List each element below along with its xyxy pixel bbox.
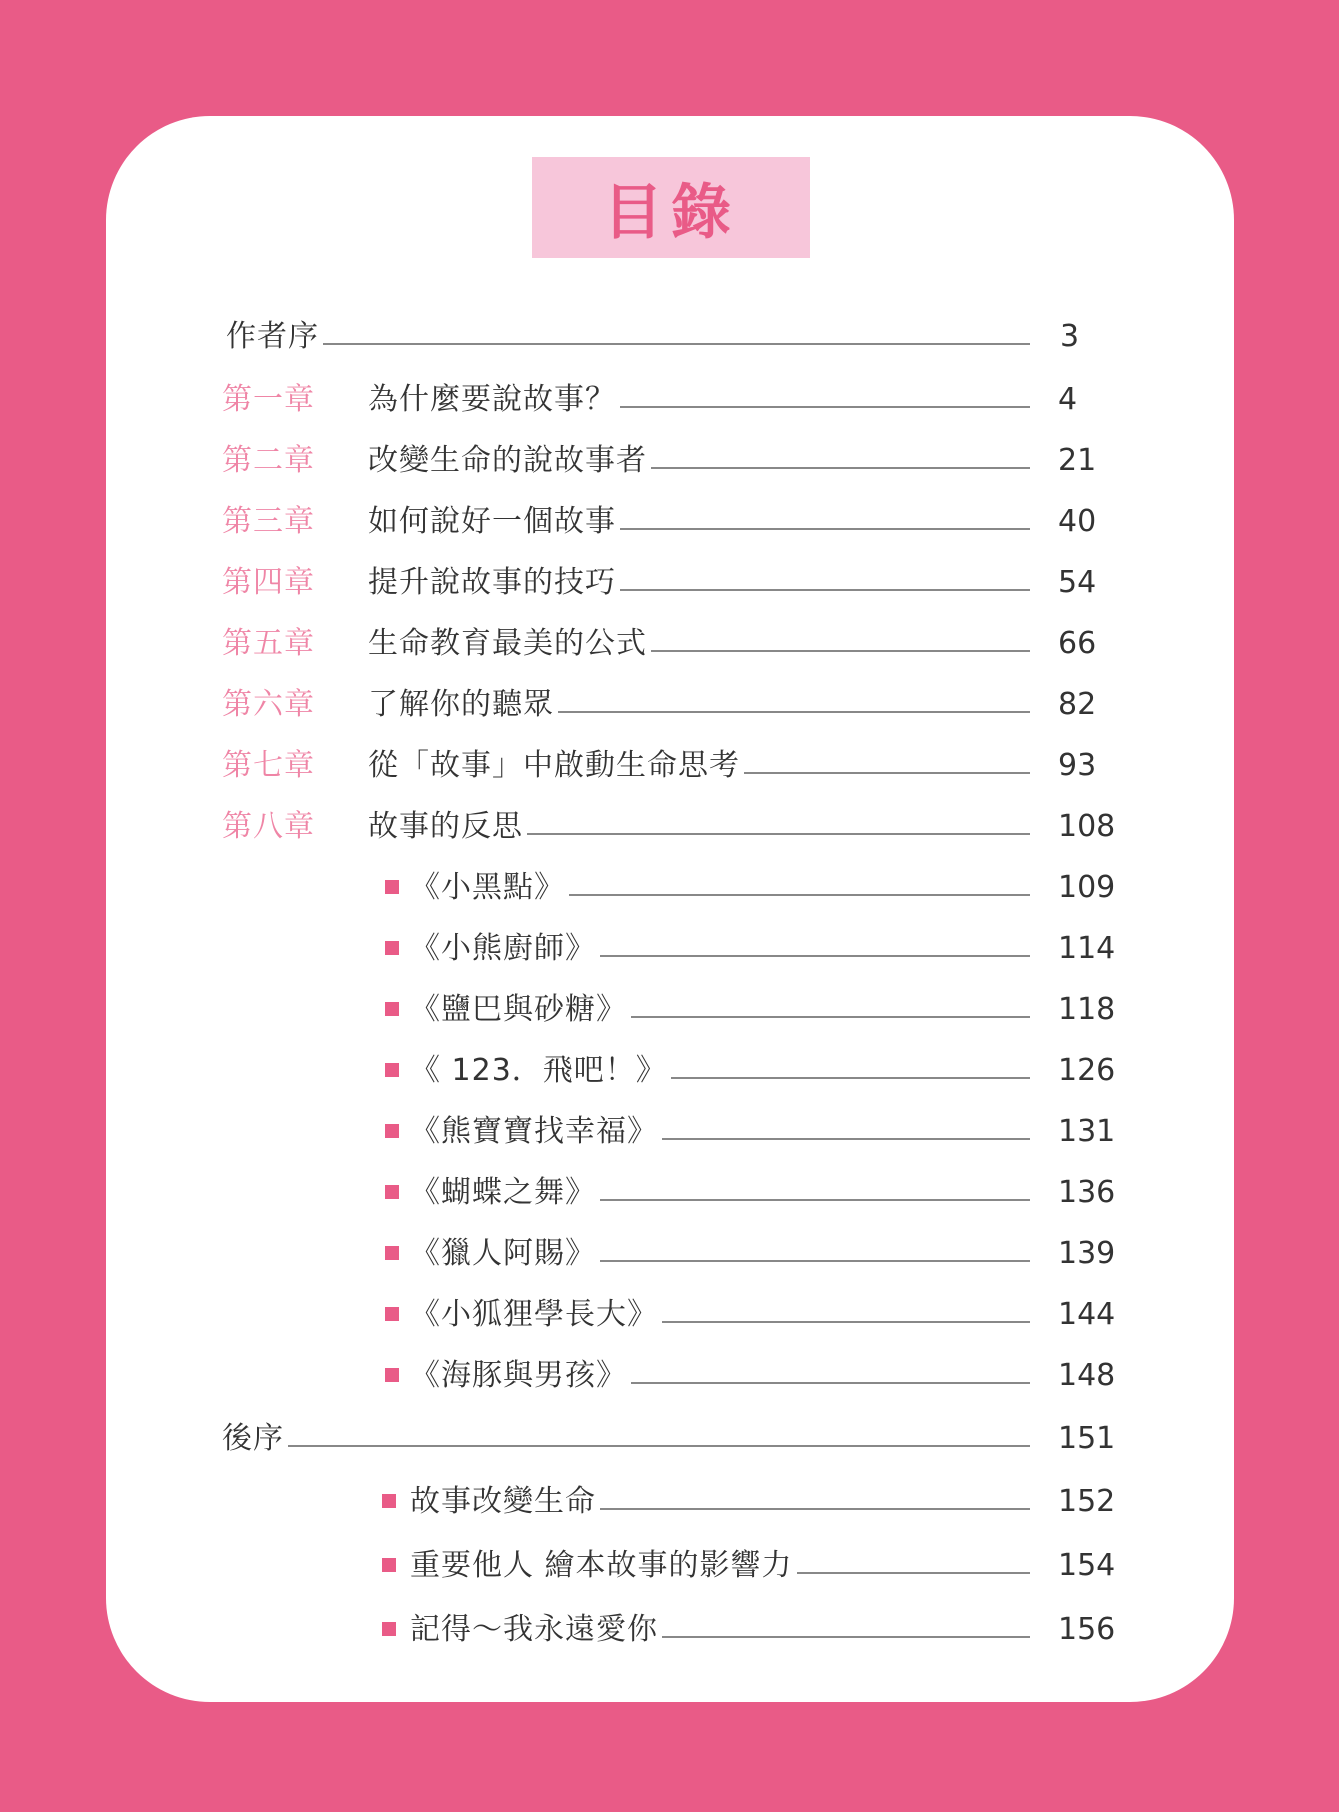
square-bullet-icon	[382, 1494, 396, 1508]
entry-title: 故事改變生命	[410, 1476, 600, 1528]
entry-page: 109	[1058, 870, 1116, 905]
entry-page: 108	[1058, 809, 1116, 844]
entry-title: 《蝴蝶之舞》	[410, 1167, 600, 1219]
chapter-label: 第三章	[222, 504, 315, 539]
leader-line	[226, 343, 1030, 345]
toc-afterword-item[interactable]	[0, 1476, 1339, 1528]
entry-title: 記得～我永遠愛你	[410, 1604, 662, 1656]
square-bullet-icon	[385, 1063, 399, 1077]
entry-title: 《小熊廚師》	[410, 923, 600, 975]
entry-page: 82	[1058, 687, 1097, 722]
square-bullet-icon	[385, 1246, 399, 1260]
square-bullet-icon	[385, 1307, 399, 1321]
chapter-label: 第六章	[222, 687, 315, 722]
square-bullet-icon	[385, 1185, 399, 1199]
entry-title: 作者序	[226, 311, 323, 363]
entry-title: 後序	[222, 1413, 288, 1465]
entry-page: 54	[1058, 565, 1097, 600]
toc-story-item[interactable]	[0, 984, 1339, 1036]
entry-page: 126	[1058, 1053, 1116, 1088]
toc-entry-chapter-2[interactable]	[0, 435, 1339, 487]
entry-title: 重要他人 繪本故事的影響力	[410, 1540, 797, 1592]
entry-title: 改變生命的說故事者	[368, 435, 651, 487]
chapter-label: 第八章	[222, 809, 315, 844]
toc-title-box	[532, 157, 810, 258]
toc-story-item[interactable]	[0, 1045, 1339, 1097]
entry-page: 136	[1058, 1175, 1116, 1210]
square-bullet-icon	[385, 941, 399, 955]
entry-page: 152	[1058, 1484, 1116, 1519]
entry-title: 提升說故事的技巧	[368, 557, 620, 609]
entry-title: 《 123．飛吧！》	[410, 1045, 671, 1097]
entry-page: 40	[1058, 504, 1097, 539]
toc-story-item[interactable]	[0, 1106, 1339, 1158]
entry-title: 故事的反思	[368, 801, 527, 853]
entry-page: 154	[1058, 1548, 1116, 1583]
entry-page: 21	[1058, 443, 1097, 478]
chapter-label: 第二章	[222, 443, 315, 478]
entry-title: 《小狐狸學長大》	[410, 1289, 662, 1341]
square-bullet-icon	[385, 880, 399, 894]
toc-entry-chapter-3[interactable]	[0, 496, 1339, 548]
entry-title: 《小黑點》	[410, 862, 569, 914]
entry-page: 144	[1058, 1297, 1116, 1332]
chapter-label: 第四章	[222, 565, 315, 600]
entry-page: 156	[1058, 1612, 1116, 1647]
toc-story-item[interactable]	[0, 1167, 1339, 1219]
page-title: 目錄	[603, 177, 739, 248]
chapter-label: 第七章	[222, 748, 315, 783]
toc-entry-chapter-7[interactable]	[0, 740, 1339, 792]
entry-page: 131	[1058, 1114, 1116, 1149]
toc-entry-afterword[interactable]	[0, 1413, 1339, 1465]
entry-title: 從「故事」中啟動生命思考	[368, 740, 744, 792]
entry-page: 148	[1058, 1358, 1116, 1393]
toc-entry-chapter-5[interactable]	[0, 618, 1339, 670]
toc-story-item[interactable]	[0, 923, 1339, 975]
toc-story-item[interactable]	[0, 1289, 1339, 1341]
toc-entry-chapter-1[interactable]	[0, 374, 1339, 426]
entry-title: 如何說好一個故事	[368, 496, 620, 548]
toc-entry-chapter-4[interactable]	[0, 557, 1339, 609]
chapter-label: 第一章	[222, 382, 315, 417]
leader-line	[222, 1445, 1030, 1447]
square-bullet-icon	[382, 1558, 396, 1572]
square-bullet-icon	[385, 1368, 399, 1382]
entry-page: 118	[1058, 992, 1116, 1027]
toc-story-item[interactable]	[0, 862, 1339, 914]
entry-page: 139	[1058, 1236, 1116, 1271]
entry-title: 《鹽巴與砂糖》	[410, 984, 631, 1036]
entry-title: 《熊寶寶找幸福》	[410, 1106, 662, 1158]
entry-title: 生命教育最美的公式	[368, 618, 651, 670]
toc-afterword-item[interactable]	[0, 1540, 1339, 1592]
square-bullet-icon	[382, 1622, 396, 1636]
toc-entry-chapter-6[interactable]	[0, 679, 1339, 731]
entry-page: 151	[1058, 1421, 1116, 1456]
entry-title: 《獵人阿賜》	[410, 1228, 600, 1280]
toc-afterword-item[interactable]	[0, 1604, 1339, 1656]
chapter-label: 第五章	[222, 626, 315, 661]
toc-entry-preface[interactable]	[0, 311, 1339, 363]
entry-title: 《海豚與男孩》	[410, 1350, 631, 1402]
toc-story-item[interactable]	[0, 1350, 1339, 1402]
entry-page: 66	[1058, 626, 1097, 661]
square-bullet-icon	[385, 1124, 399, 1138]
entry-title: 了解你的聽眾	[368, 679, 558, 731]
entry-page: 4	[1058, 382, 1078, 417]
square-bullet-icon	[385, 1002, 399, 1016]
toc-story-item[interactable]	[0, 1228, 1339, 1280]
entry-page: 93	[1058, 748, 1097, 783]
toc-entry-chapter-8[interactable]	[0, 801, 1339, 853]
entry-title: 為什麼要說故事？	[368, 374, 620, 426]
entry-page: 114	[1058, 931, 1116, 966]
entry-page: 3	[1060, 319, 1080, 354]
